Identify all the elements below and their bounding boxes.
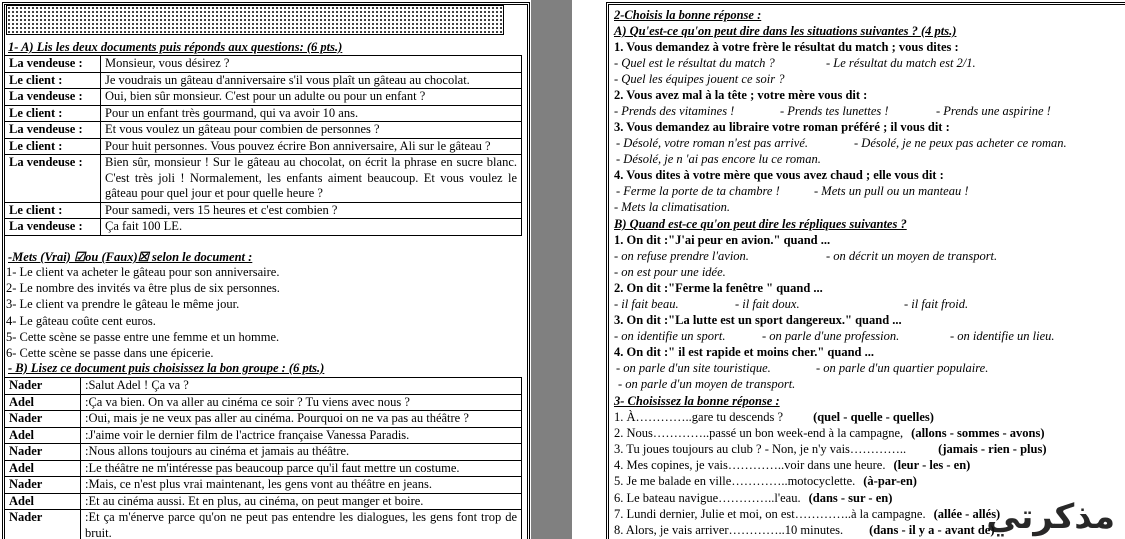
answer-option[interactable]: - Prends tes lunettes ! — [780, 104, 889, 118]
answer-option[interactable]: - Désolé, je n 'ai pas encore lu ce roman. — [616, 152, 821, 166]
sentence: 2. Nous…………..passé un bon week-end à la campagne, — [614, 426, 904, 441]
answer-option[interactable]: - on refuse prendre l'avion. — [614, 249, 749, 263]
choices[interactable]: (quel - quelle - quelles) — [813, 410, 934, 424]
answer-option[interactable]: - on identifie un lieu. — [950, 329, 1055, 343]
question: 3. On dit :"La lutte est un sport dangereux." quand ... — [614, 313, 902, 327]
sentence: 6. Le bateau navigue…………..l'eau. — [614, 490, 801, 505]
dialog2-row — [5, 444, 522, 461]
answer-option[interactable]: - on parle d'une profession. — [762, 329, 900, 343]
answer-option[interactable]: - on parle d'un quartier populaire. — [816, 361, 989, 375]
dialog2-row — [5, 378, 522, 395]
answer-option[interactable]: - il fait beau. — [614, 297, 679, 311]
fill-blank-item — [614, 442, 1047, 458]
answer-option[interactable]: - Prends une aspirine ! — [936, 104, 1051, 118]
section-2-title: 2-Choisis la bonne réponse : — [614, 8, 762, 22]
choices[interactable]: (allons - sommes - avons) — [911, 426, 1045, 441]
sentence: 7. Lundi dernier, Julie et moi, on est…………..à la campagne. — [614, 506, 926, 521]
dialog2-row — [5, 477, 522, 494]
section-2b-title: B) Quand est-ce qu'on peut dire les répliques suivantes ? — [614, 217, 907, 231]
sentence: 5. Je me balade en ville…………..motocyclette. — [614, 474, 856, 489]
line-cell: Et vous voulez un gâteau pour combien de personnes ? — [101, 122, 522, 139]
fill-blank-item — [614, 426, 1045, 442]
site-watermark: مذكرتي — [986, 497, 1115, 537]
dialog-table-2 — [4, 377, 522, 539]
dialog1-row — [5, 155, 522, 203]
dialog-table-1 — [4, 55, 522, 236]
answer-option[interactable]: - on identifie un sport. — [614, 329, 726, 343]
question: 2. Vous avez mal à la tête ; votre mère vous dit : — [614, 88, 868, 102]
speaker-cell: La vendeuse : — [5, 89, 101, 106]
answer-option[interactable]: - on parle d'un site touristique. — [616, 361, 771, 375]
line-cell: :Ça va bien. On va aller au cinéma ce soir ? Tu viens avec nous ? — [81, 394, 522, 411]
fill-blank-item — [614, 523, 995, 539]
dialog1-row — [5, 56, 522, 73]
vf-title: -Mets (Vrai) ☑ou (Faux)☒ selon le document : — [8, 250, 253, 264]
fill-blank-item — [614, 410, 934, 426]
vf-item: 3- Le client va prendre le gâteau le même jour. — [6, 297, 240, 312]
vf-item: 1- Le client va acheter le gâteau pour son anniversaire. — [6, 265, 280, 279]
choices[interactable]: (dans - sur - en) — [808, 490, 893, 505]
question: 1. On dit :"J'ai peur en avion." quand ... — [614, 233, 831, 247]
section-2a-title: A) Qu'est-ce qu'on peut dire dans les situations suivantes ? (4 pts.) — [614, 24, 957, 38]
section-1b-title: - B) Lisez ce document puis choisissez la bon groupe : (6 pts.) — [8, 361, 325, 375]
fill-blank-item — [614, 507, 1000, 523]
sentence: 8. Alors, je vais arriver…………..10 minutes. — [614, 522, 844, 537]
dialog1-row — [5, 138, 522, 155]
speaker-cell: Adel — [5, 427, 81, 444]
line-cell: Bien sûr, monsieur ! Sur le gâteau au chocolat, on écrit la phrase en sucre blanc. C'est très joli ! Normalement, les enfants aiment beaucoup. Et vous voulez le gâteau pour quel jour et pour quelle heure ? — [101, 155, 522, 203]
line-cell: Monsieur, vous désirez ? — [101, 56, 522, 73]
answer-option[interactable]: - on est pour une idée. — [614, 265, 726, 279]
line-cell: Ça fait 100 LE. — [101, 219, 522, 236]
vf-item: 5- Cette scène se passe entre une femme et un homme. — [6, 329, 280, 344]
answer-option[interactable]: - Le résultat du match est 2/1. — [826, 56, 976, 70]
line-cell: Pour un enfant très gourmand, qui va avoir 10 ans. — [101, 105, 522, 122]
answer-option[interactable]: - Mets un pull ou un manteau ! — [814, 184, 969, 198]
section-1a-title: 1- A) Lis les deux documents puis réponds aux questions: (6 pts.) — [8, 40, 343, 54]
sentence: 4. Mes copines, je vais…………..voir dans une heure. — [614, 458, 886, 473]
dialog2-row — [5, 411, 522, 428]
left-page — [0, 0, 531, 539]
line-cell: :Et au cinéma aussi. Et en plus, au cinéma, on peut manger et boire. — [81, 493, 522, 510]
answer-option[interactable]: - Quel est le résultat du match ? — [614, 56, 775, 70]
dialog1-row — [5, 122, 522, 139]
dialog1-row — [5, 89, 522, 106]
choices[interactable]: (allée - allés) — [933, 506, 1001, 521]
answer-option[interactable]: - Mets la climatisation. — [614, 200, 730, 214]
vf-item: 4- Le gâteau coûte cent euros. — [6, 313, 156, 328]
line-cell: Oui, bien sûr monsieur. C'est pour un adulte ou pour un enfant ? — [101, 89, 522, 106]
question: 1. Vous demandez à votre frère le résultat du match ; vous dites : — [614, 40, 959, 54]
dotted-header-box — [6, 5, 504, 35]
line-cell: :Nous allons toujours au cinéma et jamais au théâtre. — [81, 444, 522, 461]
dialog2-row — [5, 394, 522, 411]
speaker-cell: Nader — [5, 510, 81, 539]
speaker-cell: La vendeuse : — [5, 56, 101, 73]
line-cell: :Salut Adel ! Ça va ? — [81, 378, 522, 395]
question: 4. Vous dites à votre mère que vous avez chaud ; elle vous dit : — [614, 168, 944, 182]
speaker-cell: Le client : — [5, 105, 101, 122]
speaker-cell: Le client : — [5, 72, 101, 89]
speaker-cell: La vendeuse : — [5, 155, 101, 203]
question: 2. On dit :"Ferme la fenêtre " quand ... — [614, 281, 823, 295]
dialog1-row — [5, 202, 522, 219]
question: 3. Vous demandez au libraire votre roman préféré ; il vous dit : — [614, 120, 950, 134]
sentence: 3. Tu joues toujours au club ? - Non, je n'y vais………….. — [614, 442, 907, 457]
vf-item: 6- Cette scène se passe dans une épicerie. — [6, 346, 214, 360]
dialog1-row — [5, 219, 522, 236]
choices[interactable]: (dans - il y a - avant de) — [869, 522, 995, 537]
choices[interactable]: (leur - les - en) — [893, 458, 971, 473]
speaker-cell: Le client : — [5, 138, 101, 155]
dialog1-row — [5, 72, 522, 89]
answer-option[interactable]: - Prends des vitamines ! — [614, 104, 735, 118]
question: 4. On dit :" il est rapide et moins cher." quand ... — [614, 345, 874, 359]
fill-blank-item — [614, 474, 917, 490]
answer-option[interactable]: - Désolé, je ne peux pas acheter ce roman. — [854, 136, 1067, 150]
line-cell: :Oui, mais je ne veux pas aller au cinéma. Pourquoi on ne va pas au théâtre ? — [81, 411, 522, 428]
vf-item: 2- Le nombre des invités va être plus de six personnes. — [6, 281, 280, 296]
line-cell: Pour samedi, vers 15 heures et c'est combien ? — [101, 202, 522, 219]
speaker-cell: Le client : — [5, 202, 101, 219]
speaker-cell: Nader — [5, 411, 81, 428]
dialog2-row — [5, 427, 522, 444]
line-cell: Je voudrais un gâteau d'anniversaire s'il vous plaît un gâteau au chocolat. — [101, 72, 522, 89]
fill-blank-item — [614, 491, 892, 507]
line-cell: :Et ça m'énerve parce qu'on ne peut pas entendre les dialogues, les gens font trop de bruit. — [81, 510, 522, 539]
line-cell: :Mais, ce n'est plus vrai maintenant, les gens vont au théâtre en jeans. — [81, 477, 522, 494]
answer-option[interactable]: - Désolé, votre roman n'est pas arrivé. — [616, 136, 808, 150]
dialog2-row — [5, 493, 522, 510]
line-cell: :J'aime voir le dernier film de l'actrice française Vanessa Paradis. — [81, 427, 522, 444]
answer-option[interactable]: - on décrit un moyen de transport. — [826, 249, 998, 263]
dialog2-row — [5, 510, 522, 539]
right-page — [572, 0, 1125, 539]
line-cell: Pour huit personnes. Vous pouvez écrire Bon anniversaire, Ali sur le gâteau ? — [101, 138, 522, 155]
speaker-cell: Adel — [5, 394, 81, 411]
speaker-cell: La vendeuse : — [5, 122, 101, 139]
speaker-cell: Nader — [5, 444, 81, 461]
dialog1-row — [5, 105, 522, 122]
fill-blank-item — [614, 458, 970, 474]
answer-option[interactable]: - on parle d'un moyen de transport. — [618, 377, 796, 391]
choices[interactable]: (à-par-en) — [863, 474, 917, 489]
speaker-cell: La vendeuse : — [5, 219, 101, 236]
choices[interactable]: (jamais - rien - plus) — [938, 442, 1047, 457]
answer-option[interactable]: - il fait froid. — [904, 297, 969, 311]
speaker-cell: Nader — [5, 477, 81, 494]
answer-option[interactable]: - Ferme la porte de ta chambre ! — [616, 184, 780, 198]
line-cell: :Le théâtre ne m'intéresse pas beaucoup parce qu'il faut mettre un costume. — [81, 460, 522, 477]
speaker-cell: Nader — [5, 378, 81, 395]
dialog2-row — [5, 460, 522, 477]
speaker-cell: Adel — [5, 460, 81, 477]
answer-option[interactable]: - Quel les équipes jouent ce soir ? — [614, 72, 785, 86]
speaker-cell: Adel — [5, 493, 81, 510]
answer-option[interactable]: - il fait doux. — [735, 297, 800, 311]
section-3-title: 3- Choisissez la bonne réponse : — [614, 394, 780, 408]
sentence: 1. À…………..gare tu descends ? — [614, 410, 784, 424]
